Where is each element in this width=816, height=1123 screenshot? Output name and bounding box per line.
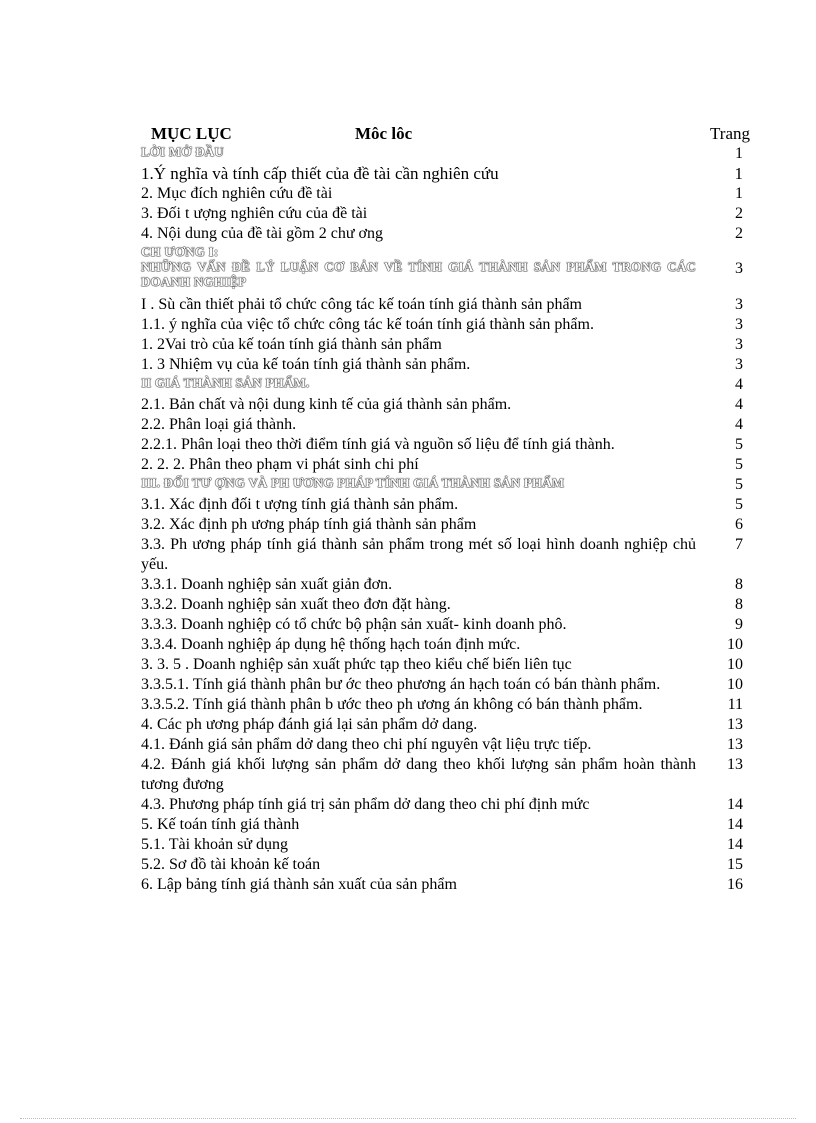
toc-entry-title: LỜI MỞ ĐẦU xyxy=(141,144,224,159)
toc-entry xyxy=(141,335,761,355)
toc-entry-title: 2.2.1. Phân loại theo thời điểm tính giá và nguồn số liệu để tính giá thành. xyxy=(141,436,615,453)
toc-entry-title: 1.1. ý nghĩa của việc tổ chức công tác kế toán tính giá thành sản phẩm. xyxy=(141,316,594,333)
toc-entry xyxy=(141,635,761,655)
toc-entry-page: 3 xyxy=(735,296,743,313)
toc-entry xyxy=(141,815,761,835)
toc-entry xyxy=(141,295,761,315)
toc-entry-title: 4. Nội dung của đề tài gồm 2 chư ơng xyxy=(141,225,383,242)
toc-entry-page: 14 xyxy=(727,816,743,833)
toc-entry xyxy=(141,435,761,455)
toc-entry-page: 14 xyxy=(727,836,743,853)
toc-entry-page: 11 xyxy=(727,696,743,713)
toc-entry-title: CH ƯƠNG I: xyxy=(141,244,219,259)
toc-entry xyxy=(141,655,761,675)
toc-entry xyxy=(141,495,761,515)
toc-entry-page: 1 xyxy=(735,145,743,162)
toc-entry-title: III. ĐỐI TƯ ỢNG VÀ PH ƯƠNG PHÁP TÍNH GIÁ THÀNH SẢN PHẨM xyxy=(141,475,565,490)
toc-entry-title: 2.2. Phân loại giá thành. xyxy=(141,416,297,433)
toc-entry-page: 13 xyxy=(727,736,743,753)
table-of-contents xyxy=(141,144,761,895)
toc-entry-page: 5 xyxy=(735,496,743,513)
toc-entry-page: 13 xyxy=(727,756,743,773)
toc-entry-title: 3. Đối t ượng nghiên cứu của đề tài xyxy=(141,205,368,222)
toc-entry xyxy=(141,259,761,289)
toc-entry xyxy=(141,204,761,224)
page-bottom-divider xyxy=(20,1118,796,1119)
toc-entry-page: 10 xyxy=(727,676,743,693)
toc-entry xyxy=(141,735,761,755)
toc-entry xyxy=(141,224,761,244)
toc-entry-title: 4.1. Đánh giá sản phẩm dở dang theo chi phí nguyên vật liệu trực tiếp. xyxy=(141,736,592,753)
toc-entry-page: 3 xyxy=(735,260,743,277)
toc-entry-title: 6. Lập bảng tính giá thành sản xuất của sản phẩm xyxy=(141,876,457,893)
toc-entry-title: 3.3.5.2. Tính giá thành phân b ước theo ph ương án không có bán thành phẩm. xyxy=(141,696,643,713)
toc-entry xyxy=(141,244,761,259)
toc-entry-title: 3.3. Ph ương pháp tính giá thành sản phẩm trong mét số loại hình doanh nghiệp chủ yếu. xyxy=(141,536,696,573)
toc-entry-page: 4 xyxy=(735,416,743,433)
toc-entry-page: 13 xyxy=(727,716,743,733)
toc-entry-title: 3.3.3. Doanh nghiệp có tổ chức bộ phận sản xuất- kinh doanh phô. xyxy=(141,616,567,633)
toc-entry-title: 2.1. Bản chất và nội dung kinh tế của giá thành sản phẩm. xyxy=(141,396,512,413)
toc-entry-title: 1. 2Vai trò của kế toán tính giá thành sản phẩm xyxy=(141,336,442,353)
toc-title-alt: Môc lôc xyxy=(355,124,413,143)
toc-entry xyxy=(141,375,761,395)
toc-entry-title: 4.2. Đánh giá khối lượng sản phẩm dở dang theo khối lượng sản phẩm hoàn thành tương đương xyxy=(141,756,696,793)
toc-entry-page: 5 xyxy=(735,436,743,453)
toc-entry-page: 6 xyxy=(735,516,743,533)
toc-entry xyxy=(141,715,761,735)
toc-entry-page: 7 xyxy=(735,536,743,553)
toc-entry xyxy=(141,475,761,495)
toc-entry xyxy=(141,615,761,635)
toc-entry xyxy=(141,415,761,435)
toc-entry-page: 3 xyxy=(735,336,743,353)
toc-entry-page: 2 xyxy=(735,205,743,222)
toc-entry-page: 5 xyxy=(735,456,743,473)
toc-entry-page: 4 xyxy=(735,376,743,393)
toc-entry-page: 4 xyxy=(735,396,743,413)
toc-entry xyxy=(141,595,761,615)
toc-entry-title: 1.Ý nghĩa và tính cấp thiết của đề tài cần nghiên cứu xyxy=(141,164,499,183)
toc-entry-page: 1 xyxy=(734,164,743,183)
toc-entry-title: II GIÁ THÀNH SẢN PHẨM. xyxy=(141,375,310,390)
toc-entry-page: 10 xyxy=(727,636,743,653)
toc-entry-title: NHỮNG VẤN ĐỀ LÝ LUẬN CƠ BẢN VỀ TÍNH GIÁ THÀNH SẢN PHẨM TRONG CÁC DOANH NGHIỆP xyxy=(141,259,696,289)
toc-entry xyxy=(141,875,761,895)
toc-entry xyxy=(141,795,761,815)
toc-entry-title: 3.3.2. Doanh nghiệp sản xuất theo đơn đặt hàng. xyxy=(141,596,451,613)
toc-entry-title: 1. 3 Nhiệm vụ của kế toán tính giá thành sản phẩm. xyxy=(141,356,471,373)
toc-entry xyxy=(141,535,761,575)
toc-entry xyxy=(141,835,761,855)
toc-entry-title: 3.2. Xác định ph ương pháp tính giá thành sản phẩm xyxy=(141,516,477,533)
toc-entry-title: I . Sù cần thiết phải tổ chức công tác kế toán tính giá thành sản phẩm xyxy=(141,296,582,313)
toc-entry xyxy=(141,315,761,335)
toc-entry xyxy=(141,755,761,795)
toc-entry-page: 1 xyxy=(735,185,743,202)
toc-entry-page: 9 xyxy=(735,616,743,633)
toc-entry-page: 10 xyxy=(727,656,743,673)
toc-entry xyxy=(141,455,761,475)
toc-entry xyxy=(141,515,761,535)
toc-title: MỤC LỤC xyxy=(151,124,232,143)
toc-entry xyxy=(141,144,761,164)
toc-entry xyxy=(141,355,761,375)
toc-entry-title: 3. 3. 5 . Doanh nghiệp sản xuất phức tạp theo kiểu chế biến liên tục xyxy=(141,656,572,673)
toc-entry-title: 2. Mục đích nghiên cứu đề tài xyxy=(141,185,333,202)
toc-entry xyxy=(141,395,761,415)
toc-entry-page: 16 xyxy=(727,876,743,893)
toc-entry-page: 3 xyxy=(735,316,743,333)
toc-entry-title: 5.2. Sơ đồ tài khoản kế toán xyxy=(141,856,321,873)
toc-entry xyxy=(141,575,761,595)
toc-entry-page: 8 xyxy=(735,576,743,593)
toc-entry-title: 4.3. Phương pháp tính giá trị sản phẩm dở dang theo chi phí định mức xyxy=(141,796,590,813)
toc-entry-page: 15 xyxy=(727,856,743,873)
toc-entry-page: 3 xyxy=(735,356,743,373)
toc-entry xyxy=(141,164,761,184)
toc-entry-title: 4. Các ph ương pháp đánh giá lại sản phẩm dở dang. xyxy=(141,716,478,733)
toc-entry-title: 5.1. Tài khoản sử dụng xyxy=(141,836,289,853)
toc-entry-title: 2. 2. 2. Phân theo phạm vi phát sinh chi phí xyxy=(141,456,419,473)
toc-entry-page: 2 xyxy=(735,225,743,242)
toc-entry xyxy=(141,184,761,204)
toc-entry-title: 5. Kế toán tính giá thành xyxy=(141,816,300,833)
toc-entry-page: 14 xyxy=(727,796,743,813)
toc-entry-title: 3.1. Xác định đối t ượng tính giá thành sản phẩm. xyxy=(141,496,459,513)
toc-entry-page: 8 xyxy=(735,596,743,613)
toc-entry xyxy=(141,675,761,695)
toc-entry-title: 3.3.4. Doanh nghiệp áp dụng hệ thống hạch toán định mức. xyxy=(141,636,521,653)
page-column-header: Trang xyxy=(710,124,750,143)
toc-entry-page: 5 xyxy=(735,476,743,493)
toc-entry-title: 3.3.5.1. Tính giá thành phân bư ớc theo phương án hạch toán có bán thành phẩm. xyxy=(141,676,661,693)
toc-entry xyxy=(141,695,761,715)
toc-entry xyxy=(141,855,761,875)
toc-entry-title: 3.3.1. Doanh nghiệp sản xuất giản đơn. xyxy=(141,576,393,593)
